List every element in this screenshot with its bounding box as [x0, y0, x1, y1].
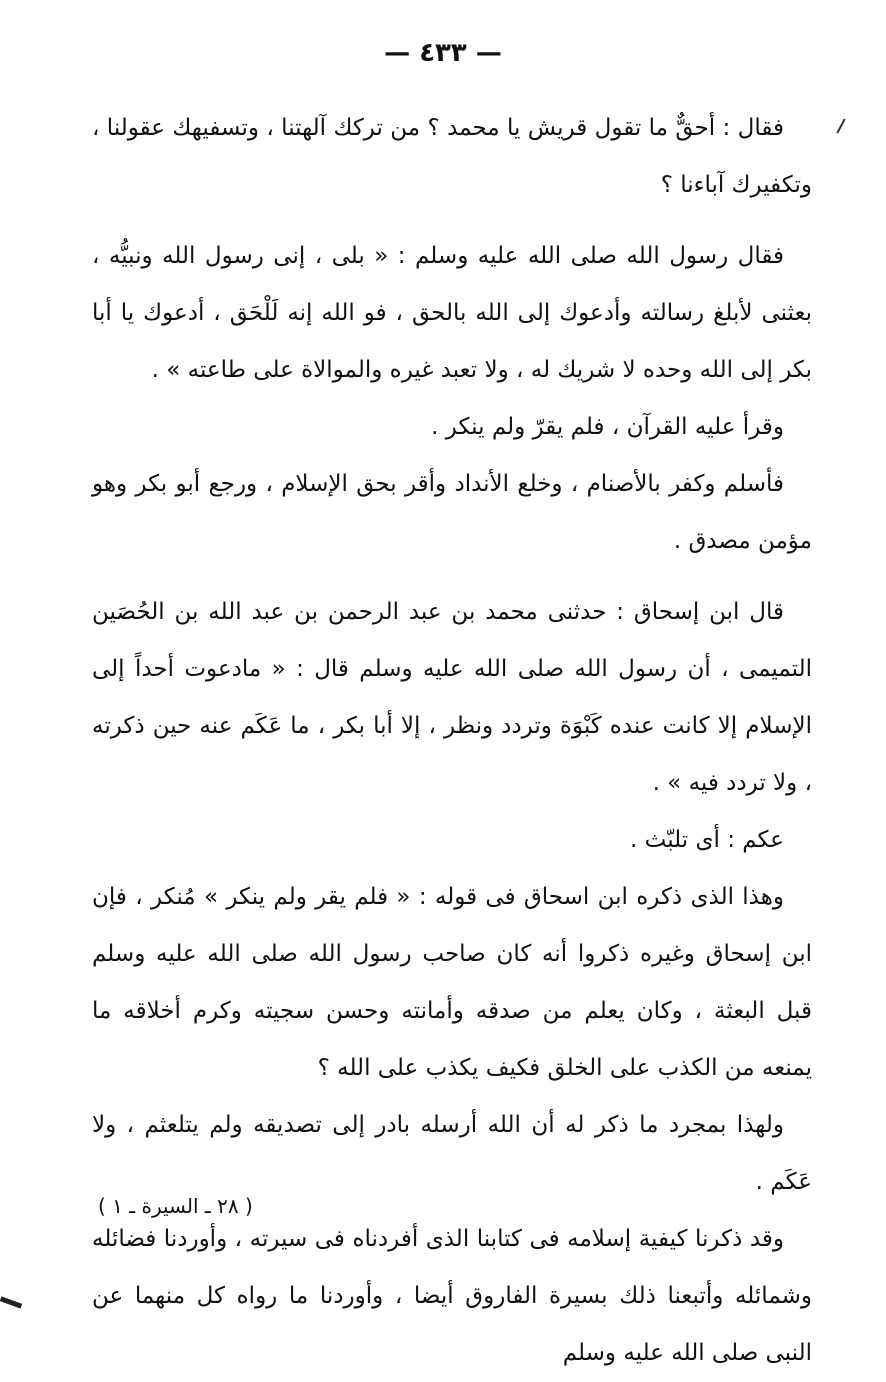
scan-edge-mark: [0, 1296, 22, 1308]
printer-signature: ( ٢٨ ـ السيرة ـ ١ ): [98, 1194, 253, 1218]
page-body: [92, 100, 812, 1382]
margin-mark: [836, 118, 845, 133]
page-number: — ٤٣٣ —: [384, 38, 502, 68]
paragraph-9: وقد ذكرنا كيفية إسلامه فى كتابنا الذى أفردناه فى سيرته ، وأوردنا فضائله وشمائله وأتبعنا ذلك بسيرة الفاروق أيضا ، وأوردنا ما رواه كل منهما عن النبى صلى الله عليه وسلم: [92, 1226, 812, 1366]
paragraph-2: فقال رسول الله صلى الله عليه وسلم : « بلى ، إنى رسول الله ونبيُّه ، بعثنى لأبلغ رسالته وأدعوك إلى الله بالحق ، فو الله إنه لَلْحَق ، أدعوك يا أبا بكر إلى الله وحده لا شريك له ، ولا تعبد غيره والموالاة على طاعته » .: [92, 243, 812, 383]
paragraph-7: وهذا الذى ذكره ابن اسحاق فى قوله : « فلم يقر ولم ينكر » مُنكر ، فإن ابن إسحاق وغيره ذكروا أنه كان صاحب رسول الله صلى الله عليه وسلم قبل البعثة ، وكان يعلم من صدقه وأمانته وحسن سجيته وكرم أخلاقه ما يمنعه من الكذب على الخلق فكيف يكذب على الله ؟: [92, 884, 812, 1081]
paragraph-4: فأسلم وكفر بالأصنام ، وخلع الأنداد وأقر بحق الإسلام ، ورجع أبو بكر وهو مؤمن مصدق .: [92, 471, 812, 554]
paragraph-3: وقرأ عليه القرآن ، فلم يقرّ ولم ينكر .: [431, 414, 784, 440]
paragraph-6: عكم : أى تلبّث .: [630, 827, 784, 853]
paragraph-1: فقال : أحقٌّ ما تقول قريش يا محمد ؟ من تركك آلهتنا ، وتسفيهك عقولنا ، وتكفيرك آباءنا ؟: [92, 115, 812, 198]
paragraph-5: قال ابن إسحاق : حدثنى محمد بن عبد الرحمن بن عبد الله بن الحُصَين التميمى ، أن رسول الله صلى الله عليه وسلم قال : « مادعوت أحداً إلى الإسلام إلا كانت عنده كَبْوَة وتردد ونظر ، إلا أبا بكر ، ما عَكَم عنه حين ذكرته ، ولا تردد فيه » .: [92, 599, 812, 796]
paragraph-8: ولهذا بمجرد ما ذكر له أن الله أرسله بادر إلى تصديقه ولم يتلعثم ، ولا عَكَم .: [92, 1112, 812, 1195]
